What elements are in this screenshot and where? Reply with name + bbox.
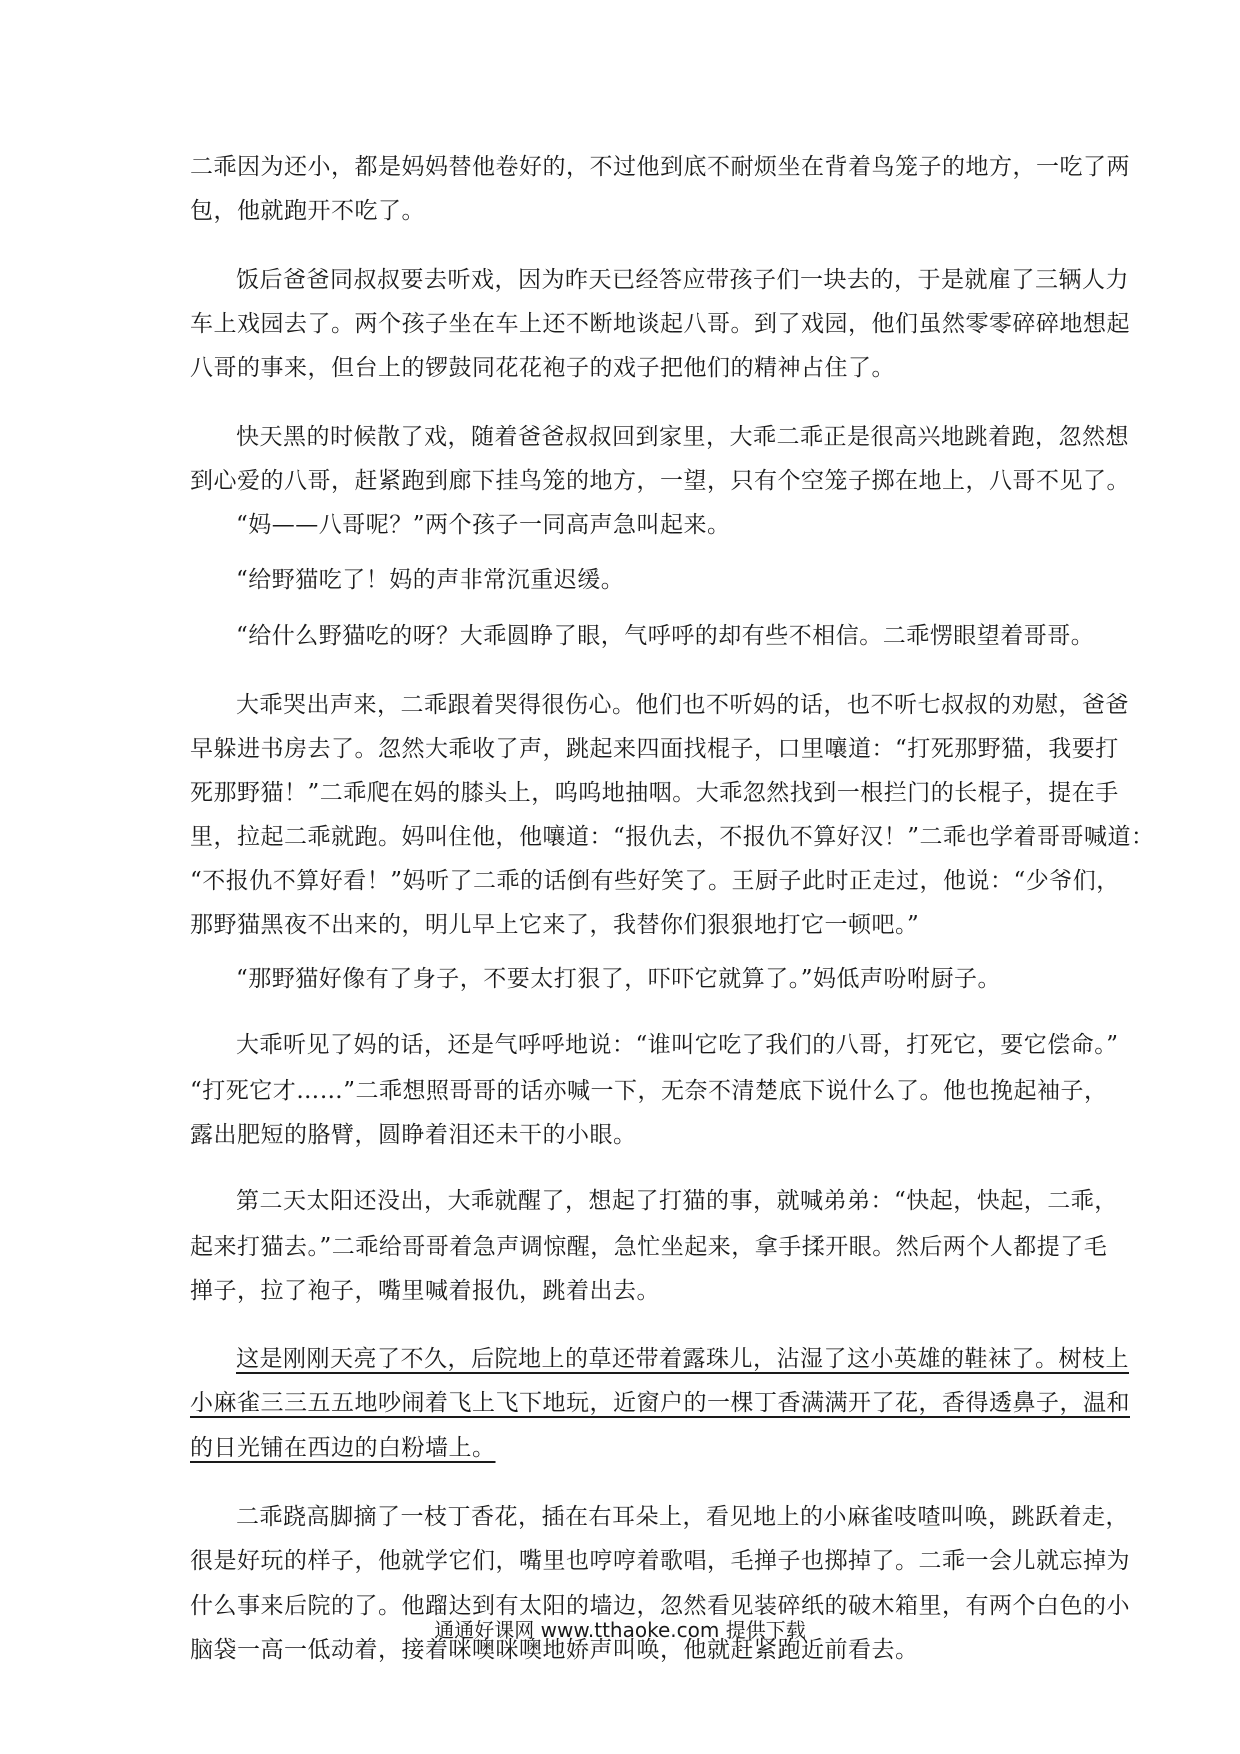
- text-line: 露出肥短的胳臂，圆睁着泪还未干的小眼。: [190, 1122, 637, 1148]
- text-line: 第二天太阳还没出，大乖就醒了，想起了打猫的事，就喊弟弟：“快起，快起，二乖，: [236, 1188, 1118, 1214]
- underlined-text-line: [190, 1431, 1056, 1465]
- text-line: 什么事来后院的了。他蹓达到有太阳的墙边，忽然看见装碎纸的破木箱里，有两个白色的小: [190, 1593, 1130, 1619]
- text-line: 早躲进书房去了。忽然大乖收了声，跳起来四面找棍子，口里嚷道：“打死那野猫，我要打: [190, 736, 1119, 762]
- text-line: 脑袋一高一低动着，接着咪噢咪噢地娇声叫唤，他就赶紧跑近前看去。: [190, 1637, 919, 1663]
- text-line: 八哥的事来，但台上的锣鼓同花花袍子的戏子把他们的精神占住了。: [190, 355, 895, 381]
- text-line: 大乖哭出声来，二乖跟着哭得很伤心。他们也不听妈的话，也不听七叔叔的劝慰，爸爸: [236, 692, 1129, 718]
- text-line: “那野猫好像有了身子，不要太打狠了，吓吓它就算了。”妈低声吩咐厨子。: [236, 966, 1002, 992]
- text-line: 二乖跷高脚摘了一枝丁香花，插在右耳朵上，看见地上的小麻雀吱喳叫唤，跳跃着走，: [236, 1504, 1129, 1530]
- page-footer: 通通好课网 www.tthaoke.com 提供下载: [434, 1618, 806, 1642]
- underlined-text-line: 小麻雀三三五五地吵闹着飞上飞下地玩，近窗户的一棵丁香满满开了花，香得透鼻子，温和: [190, 1390, 1130, 1416]
- text-line: 车上戏园去了。两个孩子坐在车上还不断地谈起八哥。到了戏园，他们虽然零零碎碎地想起: [190, 311, 1130, 337]
- text-line: 快天黑的时候散了戏，随着爸爸叔叔回到家里，大乖二乖正是很高兴地跳着跑，忽然想: [236, 424, 1129, 450]
- text-line: 掸子，拉了袍子，嘴里喊着报仇，跳着出去。: [190, 1278, 660, 1304]
- text-line: “妈——八哥呢？”两个孩子一同高声急叫起来。: [236, 512, 731, 538]
- text-line: 饭后爸爸同叔叔要去听戏，因为昨天已经答应带孩子们一块去的，于是就雇了三辆人力: [236, 267, 1129, 293]
- text-line: 包，他就跑开不吃了。: [190, 198, 425, 224]
- text-line: 里，拉起二乖就跑。妈叫住他，他嚷道：“报仇去，不报仇不算好汉！”二乖也学着哥哥喊道：: [190, 824, 1155, 850]
- text-line: 到心爱的八哥，赶紧跑到廊下挂鸟笼的地方，一望，只有个空笼子掷在地上，八哥不见了。: [190, 468, 1130, 494]
- text-line: “给什么野猫吃的呀？大乖圆睁了眼，气呼呼的却有些不相信。二乖愣眼望着哥哥。: [236, 623, 1095, 649]
- text-line: 起来打猫去。”二乖给哥哥着急声调惊醒，急忙坐起来，拿手揉开眼。然后两个人都提了毛: [190, 1234, 1108, 1260]
- text-line: 大乖听见了妈的话，还是气呼呼地说：“谁叫它吃了我们的八哥，打死它，要它偿命。”: [236, 1032, 1119, 1058]
- text-line: 二乖因为还小，都是妈妈替他卷好的，不过他到底不耐烦坐在背着鸟笼子的地方，一吃了两: [190, 154, 1130, 180]
- text-line: 那野猫黑夜不出来的，明儿早上它来了，我替你们狠狠地打它一顿吧。”: [190, 912, 920, 938]
- underlined-text-line: 这是刚刚天亮了不久，后院地上的草还带着露珠儿，沾湿了这小英雄的鞋袜了。树枝上: [236, 1346, 1129, 1372]
- text-line: “不报仇不算好看！”妈听了二乖的话倒有些好笑了。王厨子此时正走过，他说：“少爷们，: [190, 868, 1120, 894]
- underlined-text: 的日光铺在西边的白粉墙上。: [190, 1435, 496, 1461]
- text-line: “给野猫吃了！妈的声非常沉重迟缓。: [236, 567, 625, 593]
- text-line: 死那野猫！”二乖爬在妈的膝头上，呜呜地抽咽。大乖忽然找到一根拦门的长棍子，提在手: [190, 780, 1119, 806]
- text-line: “打死它才……”二乖想照哥哥的话亦喊一下，无奈不清楚底下说什么了。他也挽起袖子，: [190, 1078, 1108, 1104]
- text-line: 很是好玩的样子，他就学它们，嘴里也哼哼着歌唱，毛掸子也掷掉了。二乖一会儿就忘掉为: [190, 1548, 1130, 1574]
